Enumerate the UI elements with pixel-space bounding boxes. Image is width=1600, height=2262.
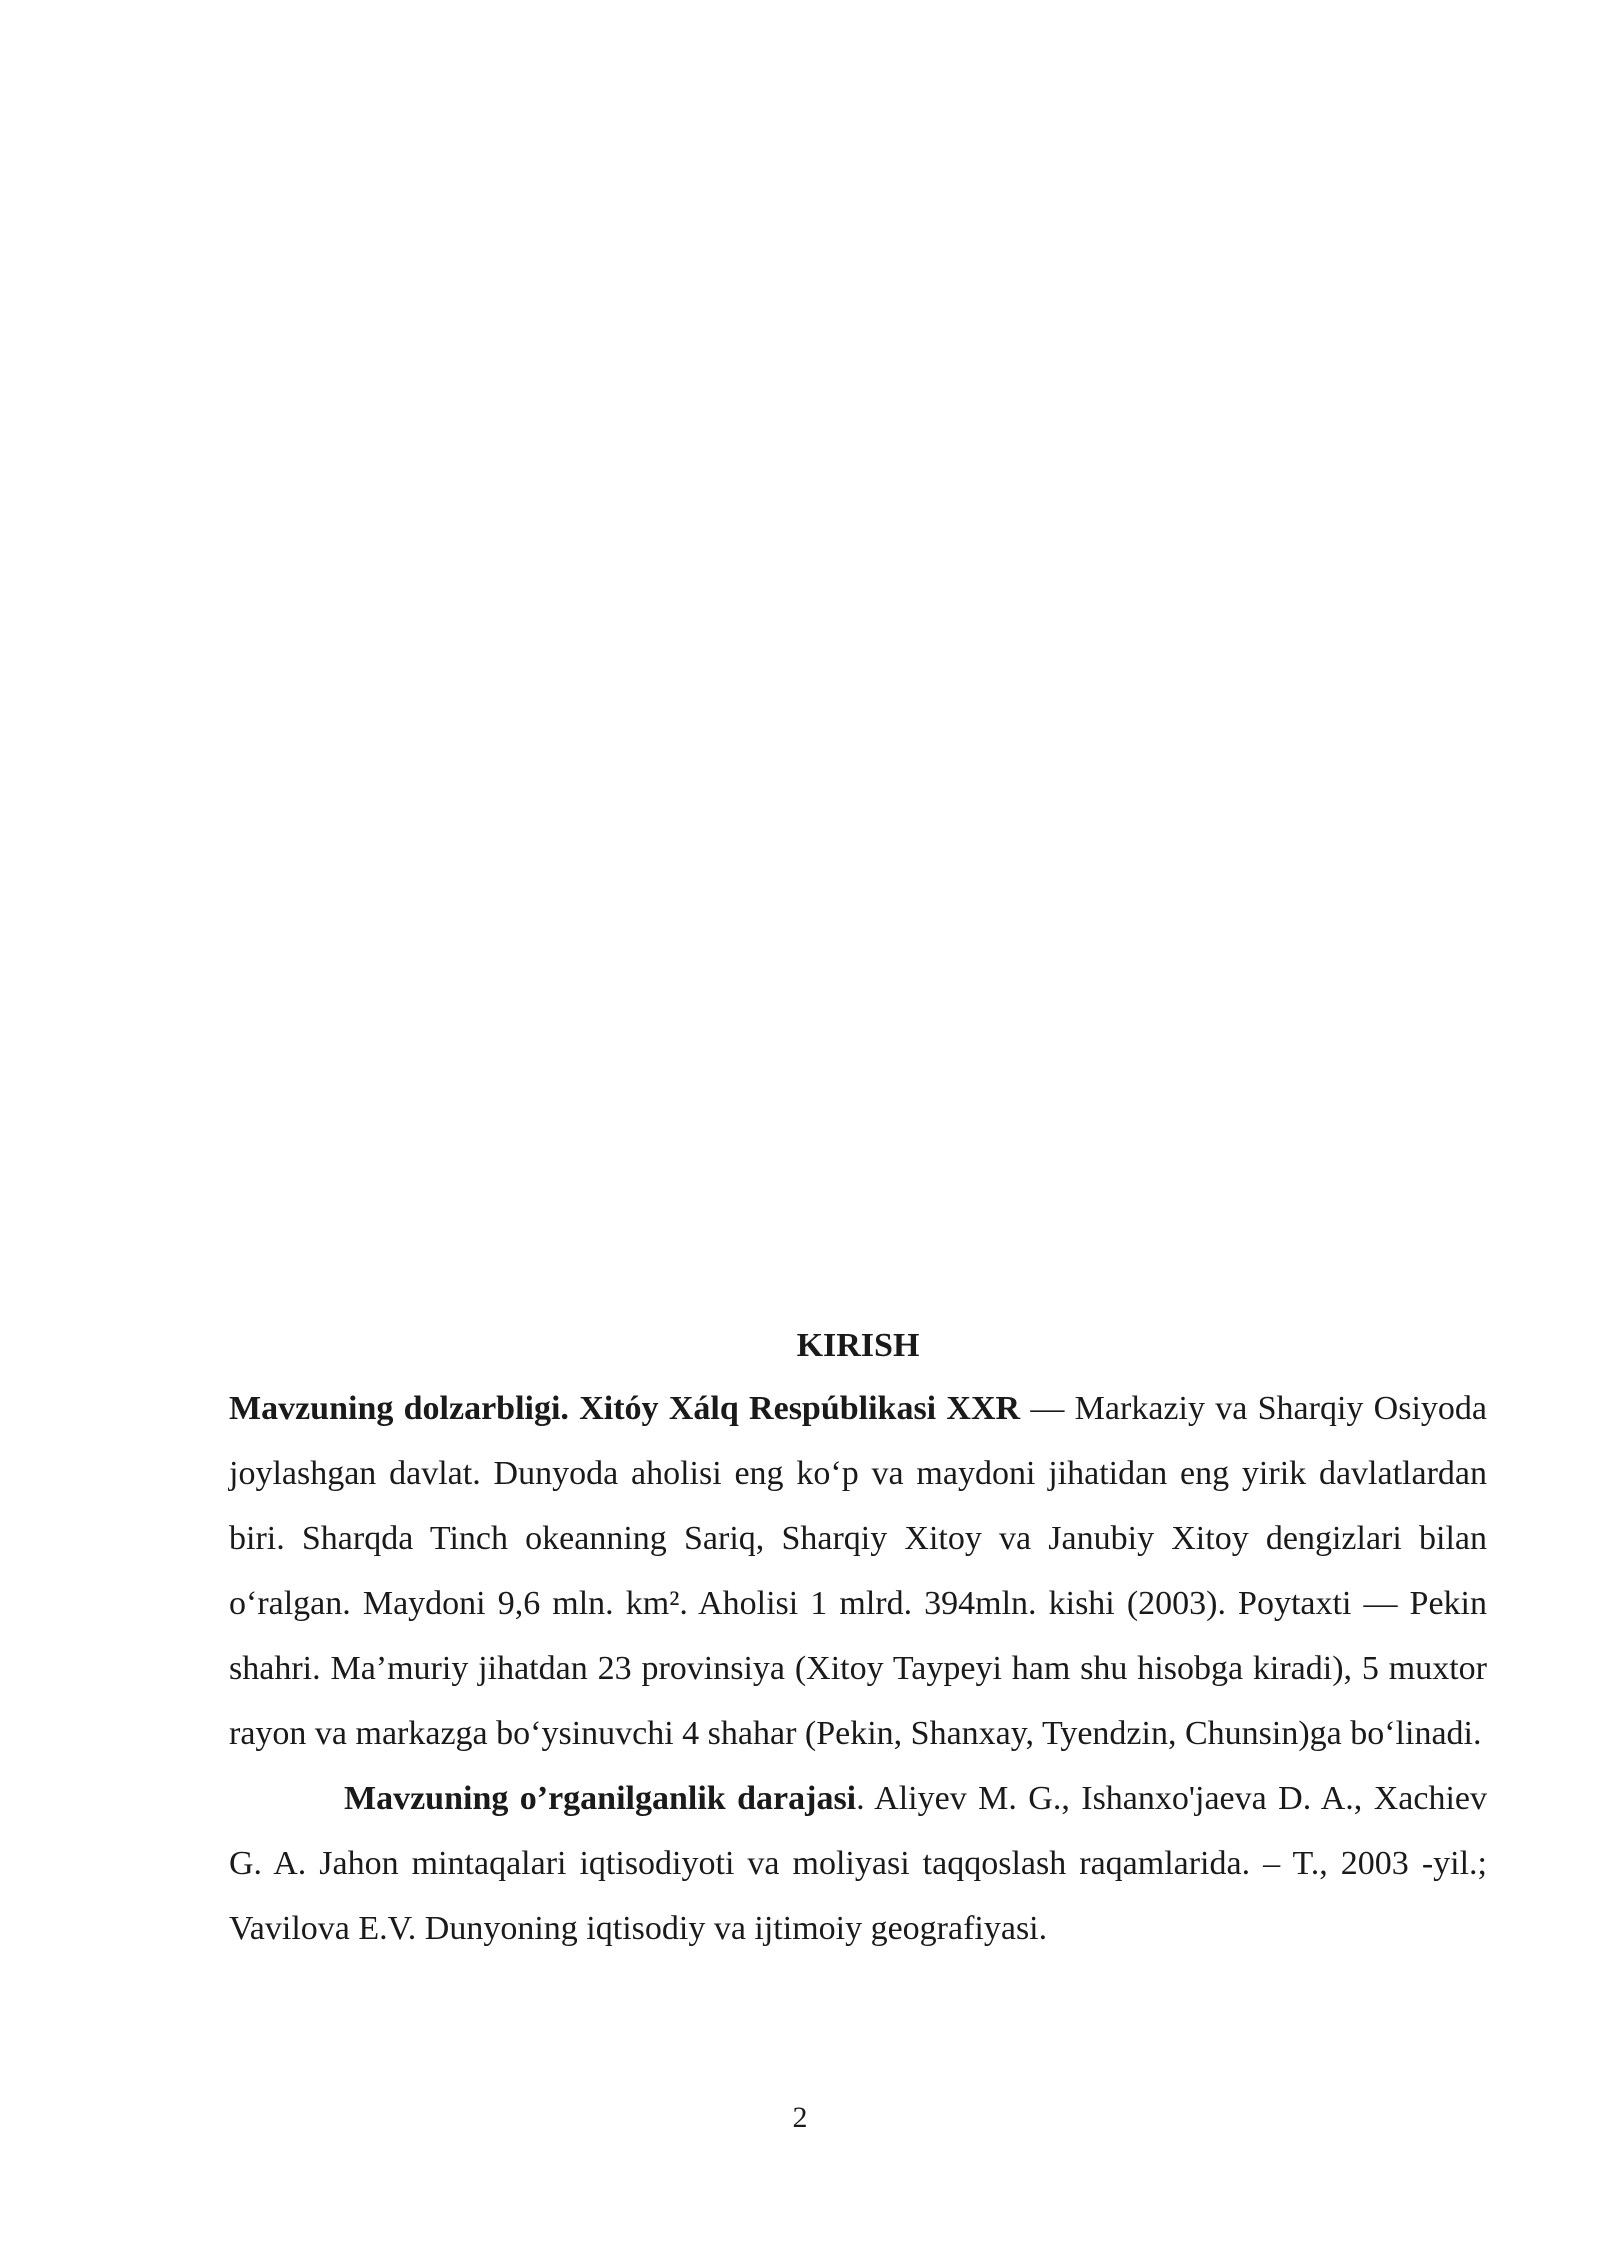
paragraph-study-degree-lead: Mavzuning o’rganilganlik darajasi <box>344 1780 857 1817</box>
paragraph-relevance-text: — Markaziy va Sharqiy Osiyoda joylashgan davlat. Dunyoda aholisi eng ko‘p va maydoni jihatidan eng yirik davlatlardan biri. Sharqda Tinch okeanning Sariq, Sharqiy Xitoy va Janubiy Xitoy dengizlari bilan o‘ralgan. Maydoni 9,6 mln. km². Aholisi 1 mlrd. 394mln. kishi (2003). Poytaxti — Pekin shahri. Ma’muriy jihatdan 23 provinsiya (Xitoy Taypeyi ham shu hisobga kiradi), 5 muxtor rayon va markazga bo‘ysinuvchi 4 shahar (Pekin, Shanxay, Tyendzin, Chunsin)ga bo‘linadi. <box>229 1390 1488 1752</box>
paragraph-relevance-lead: Mavzuning dolzarbligi. <box>229 1390 569 1427</box>
paragraph-relevance-subject: Xitóy Xálq Respúblikasi XXR <box>579 1390 1021 1427</box>
section-heading: KIRISH <box>796 1327 920 1364</box>
document-body <box>229 1316 1487 1961</box>
paragraph-study-degree-text: . Aliyev M. G., Ishanxo'jaeva D. A., Xachiev G. A. Jahon mintaqalari iqtisodiyoti va moliyasi taqqoslash raqamlarida. – T., 2003 -yil.; Vavilova E.V. Dunyoning iqtisodiy va ijtimoiy geografiyasi. <box>229 1780 1487 1947</box>
paragraph-relevance <box>229 1376 1487 1766</box>
page-number: 2 <box>792 2101 808 2134</box>
paragraph-study-degree <box>229 1766 1487 1961</box>
